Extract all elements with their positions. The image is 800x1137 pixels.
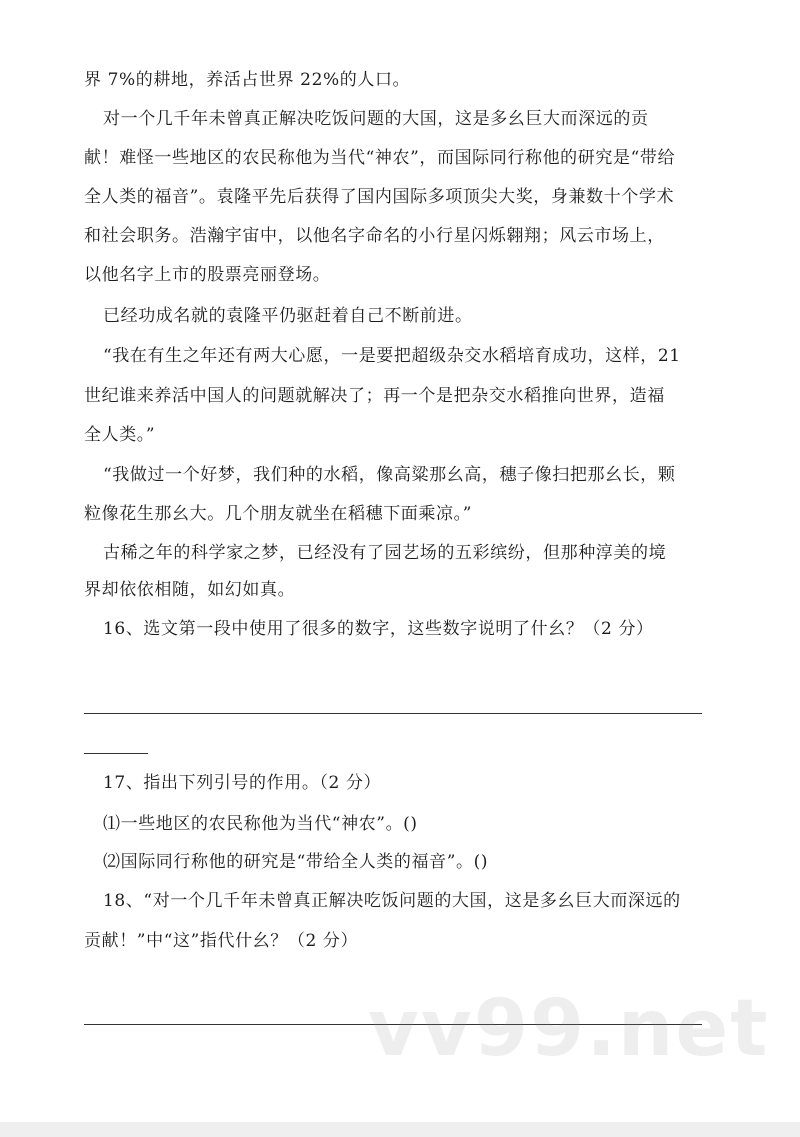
- passage-line: 世纪谁来养活中国人的问题就解决了；再一个是把杂交水稻推向世界，造福: [84, 386, 665, 406]
- answer-line-16-continued[interactable]: [84, 753, 148, 754]
- passage-line: 全人类。”: [84, 425, 156, 445]
- passage-line: 献！难怪一些地区的农民称他为当代“神农”，而国际同行称他的研究是“带给: [84, 148, 676, 168]
- passage-line: “我做过一个好梦，我们种的水稻，像高粱那幺高，穗子像扫把那幺长，颗: [103, 465, 676, 485]
- passage-line: 和社会职务。浩瀚宇宙中，以他名字命名的小行星闪烁翱翔；风云市场上，: [84, 226, 665, 246]
- passage-line: 对一个几千年未曾真正解决吃饭问题的大国，这是多幺巨大而深远的贡: [103, 109, 649, 129]
- passage-line: 古稀之年的科学家之梦，已经没有了园艺场的五彩缤纷，但那种淳美的境: [103, 543, 667, 563]
- question-17: 17、指出下列引号的作用。（2 分）: [103, 773, 382, 793]
- passage-line: 已经功成名就的袁隆平仍驱赶着自己不断前进。: [103, 306, 473, 326]
- watermark-logo: vv99.net: [368, 984, 770, 1074]
- answer-line-16[interactable]: [84, 713, 702, 714]
- passage-line: 界却依依相随，如幻如真。: [84, 580, 296, 600]
- question-17-item-2: ⑵国际同行称他的研究是“带给全人类的福音”。(): [103, 852, 489, 872]
- passage-line: “我在有生之年还有两大心愿，一是要把超级杂交水稻培育成功，这样，21: [103, 346, 681, 366]
- question-16: 16、选文第一段中使用了很多的数字，这些数字说明了什幺？（2 分）: [103, 619, 654, 639]
- question-17-item-1: ⑴一些地区的农民称他为当代“神农”。(): [103, 814, 418, 834]
- passage-line: 以他名字上市的股票亮丽登场。: [84, 265, 331, 285]
- question-18: 18、“对一个几千年未曾真正解决吃饭问题的大国，这是多幺巨大而深远的: [103, 891, 681, 911]
- page-bottom-edge: [0, 1122, 800, 1137]
- passage-line: 粒像花生那幺大。几个朋友就坐在稻穗下面乘凉。”: [84, 504, 472, 524]
- question-18-continued: 贡献！”中“这”指代什幺？（2 分）: [84, 931, 359, 951]
- passage-line: 全人类的福音”。袁隆平先后获得了国内国际多项顶尖大奖，身兼数十个学术: [84, 187, 675, 207]
- passage-line: 界 7%的耕地，养活占世界 22%的人口。: [84, 70, 411, 90]
